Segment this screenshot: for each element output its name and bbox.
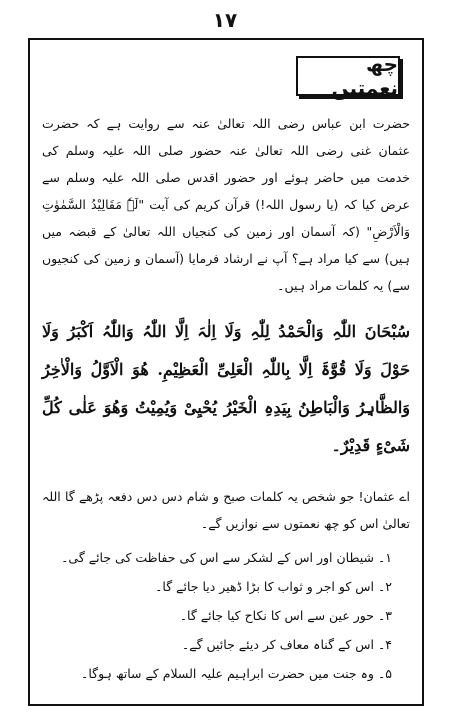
- page-content: [42, 110, 410, 688]
- blessing-item: ۱۔ شیطان اور اس کے لشکر سے اس کی حفاظت کی جائے گی۔: [61, 550, 392, 565]
- blessing-item: ۵۔ وہ جنت میں حضرت ابراہیم علیہ السلام کے ساتھ ہوگا۔: [81, 666, 392, 681]
- blessing-item: ۴۔ اس کے گناہ معاف کر دیئے جائیں گے۔: [181, 637, 392, 652]
- intro-paragraph: حضرت ابن عباس رضی اللہ تعالیٰ عنہ سے روایت ہے کہ حضرت عثمان غنی رضی اللہ تعالیٰ عنہ حضور صلی اللہ علیہ وسلم کی خدمت میں حاضر ہوئے اور حضور اقدس صلی اللہ علیہ وسلم سے عرض کیا کہ (یا رسول اللہ!) قرآن کریم کی آیت "لَہٗ مَقَالِیْدُ السَّمٰوٰتِ وَالْاَرْضِ" (کہ آسمان اور زمین کی کنجیاں اللہ تعالیٰ کے قبضہ میں ہیں) سے کیا مراد ہے؟ آپ نے ارشاد فرمایا (آسمان و زمین کی کنجیوں سے) یہ کلمات مراد ہیں۔: [42, 116, 410, 293]
- blessing-item: ۳۔ حور عین سے اس کا نکاح کیا جائے گا۔: [179, 608, 392, 623]
- arabic-supplication: سُبْحَانَ اللّٰہِ وَالْحَمْدُ لِلّٰہِ وَلَا اِلٰہَ اِلَّا اللّٰہُ وَاللّٰہُ اَکْبَرُ وَلَا حَوْلَ وَلَا قُوَّۃَ اِلَّا بِاللّٰہِ الْعَلِیِّ الْعَظِیْمِ. ھُوَ الْاَوَّلُ وَالْاٰخِرُ وَالظَّاہِرُ وَالْبَاطِنُ بِیَدِہِ الْخَیْرُ یُحْیِیْ وَیُمِیْتُ وَھُوَ عَلٰی کُلِّ شَیْءٍ قَدِیْرٌ۔: [42, 322, 410, 455]
- second-paragraph: اے عثمان! جو شخص یہ کلمات صبح و شام دس دس دفعہ پڑھے گا اللہ تعالیٰ اس کو چھ نعمتوں سے نوازیں گے۔: [42, 489, 410, 531]
- blessings-list: [42, 543, 410, 688]
- page-frame: [28, 38, 424, 706]
- blessing-item: ۲۔ اس کو اجر و ثواب کا بڑا ڈھیر دیا جائے گا۔: [155, 579, 392, 594]
- section-heading: چھ نعمتیں: [296, 56, 400, 96]
- page-number: ۱۷: [212, 8, 238, 32]
